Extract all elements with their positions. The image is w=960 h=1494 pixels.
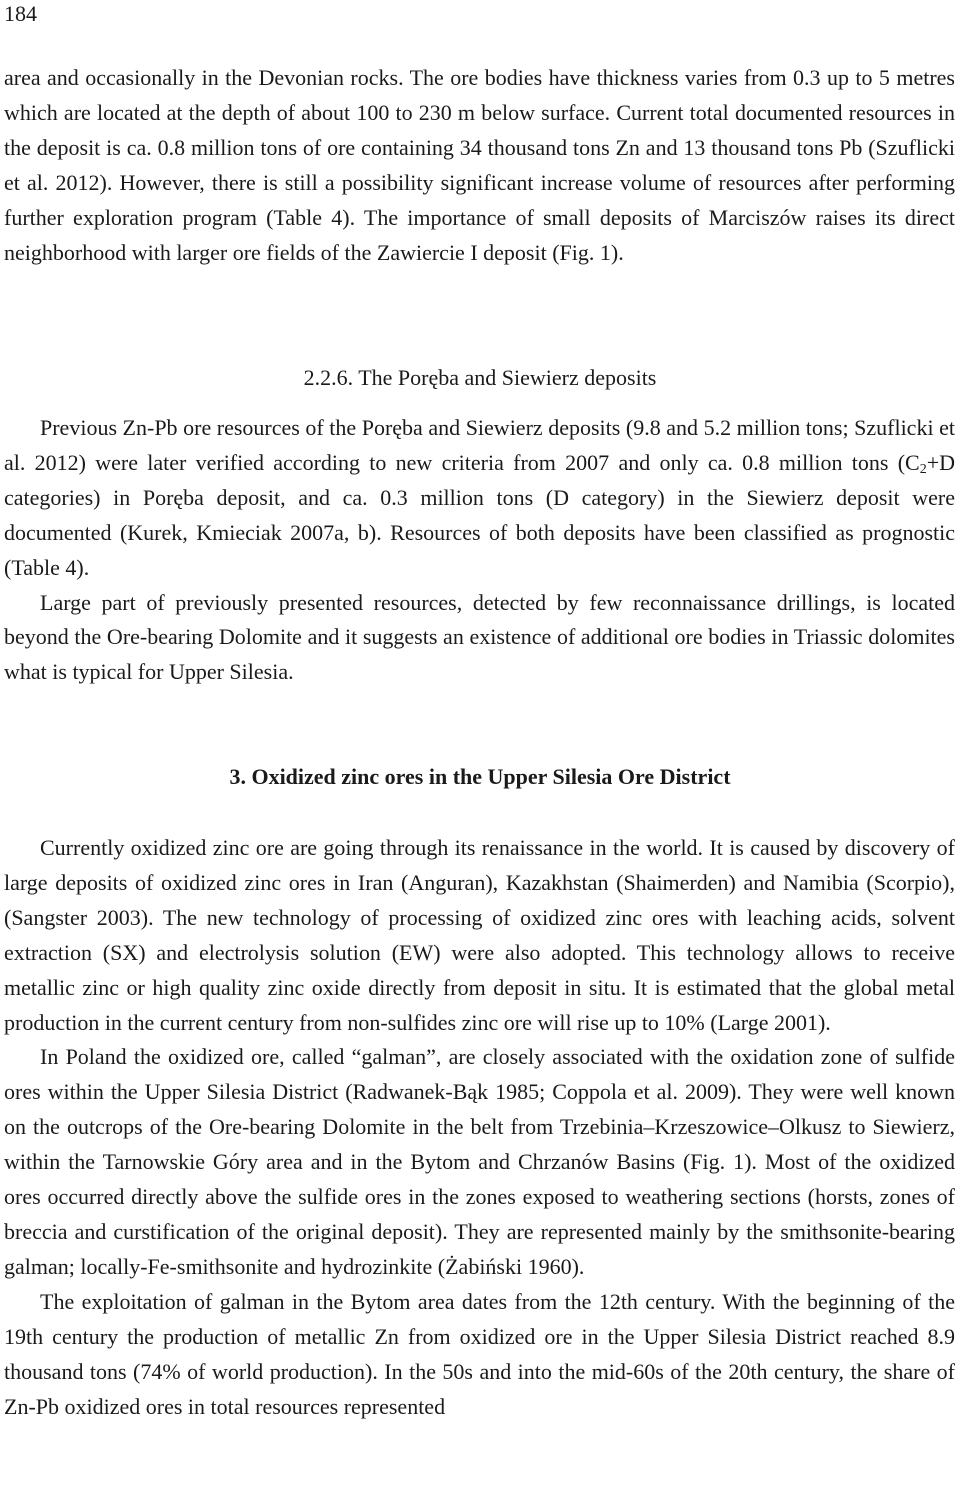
page-number: 184 bbox=[4, 1, 37, 26]
text-block-oxidized-zinc bbox=[4, 831, 955, 1424]
paragraph: The exploitation of galman in the Bytom area dates from the 12th century. With the beginning of the 19th century the production of metallic Zn from oxidized ore in the Upper Silesia District reached 8.9 thousand tons (74% of world production). In the 50s and into the mid-60s of the 20th century, the share of Zn-Pb oxidized ores in total resources represented bbox=[4, 1288, 955, 1419]
section-heading: 3. Oxidized zinc ores in the Upper Silesia Ore District bbox=[229, 764, 731, 789]
text-block-poreba-siewierz bbox=[4, 411, 955, 690]
paragraph: In Poland the oxidized ore, called “galman”, are closely associated with the oxidation zone of sulfide ores within the Upper Silesia District (Radwanek-Bąk 1985; Coppola et al. 2009). They were well known on the outcrops of the Ore-bearing Dolomite in the belt from Trzebinia–Krzeszowice–Olkusz to Siewierz, within the Tarnowskie Góry area and in the Bytom and Chrzanów Basins (Fig. 1). Most of the oxidized ores occurred directly above the sulfide ores in the zones exposed to weathering sections (horsts, zones of breccia and curstification of the original deposit). They are represented mainly by the smithsonite-bearing galman; locally-Fe-smithsonite and hydrozinkite (Żabiński 1960). bbox=[4, 1044, 955, 1279]
paragraph: area and occasionally in the Devonian rocks. The ore bodies have thickness varies from 0.3 up to 5 metres which are located at the depth of about 100 to 230 m below surface. Current total documented resources in the deposit is ca. 0.8 million tons of ore containing 34 thousand tons Zn and 13 thousand tons Pb (Szuflicki et al. 2012). However, there is still a possibility significant increase volume of resources after performing further exploration program (Table 4). The importance of small deposits of Marciszów raises its direct neighborhood with larger ore fields of the Zawiercie I deposit (Fig. 1). bbox=[4, 65, 955, 265]
paragraph bbox=[4, 411, 955, 586]
subscript: 2 bbox=[919, 461, 927, 477]
paragraph-text: +D categories) in Poręba deposit, and ca. 0.3 million tons (D category) in the Siewierz deposit were documented (Kurek, Kmieciak 2007a, b). Resources of both deposits have been classified as prognostic (Table 4). bbox=[4, 449, 955, 580]
paragraph-text: Previous Zn-Pb ore resources of the Poręba and Siewierz deposits (9.8 and 5.2 million tons; Szuflicki et al. 2012) were later verified according to new criteria from 2007 and only ca. 0.8 million tons (C bbox=[4, 415, 955, 475]
paragraph: Currently oxidized zinc ore are going through its renaissance in the world. It is caused by discovery of large deposits of oxidized zinc ores in Iran (Anguran), Kazakhstan (Shaimerden) and Namibia (Scorpio), (Sangster 2003). The new technology of processing of oxidized zinc ores with leaching acids, solvent extraction (SX) and electrolysis solution (EW) were also adopted. This technology allows to receive metallic zinc or high quality zinc oxide directly from deposit in situ. It is estimated that the global metal production in the current century from non-sulfides zinc ore will rise up to 10% (Large 2001). bbox=[4, 835, 955, 1035]
subsection-heading: 2.2.6. The Poręba and Siewierz deposits bbox=[303, 365, 657, 390]
text-block-deposit-continuation bbox=[4, 61, 955, 270]
paragraph: Large part of previously presented resources, detected by few reconnaissance drillings, is located beyond the Ore-bearing Dolomite and it suggests an existence of additional ore bodies in Triassic dolomites what is typical for Upper Silesia. bbox=[4, 589, 955, 685]
